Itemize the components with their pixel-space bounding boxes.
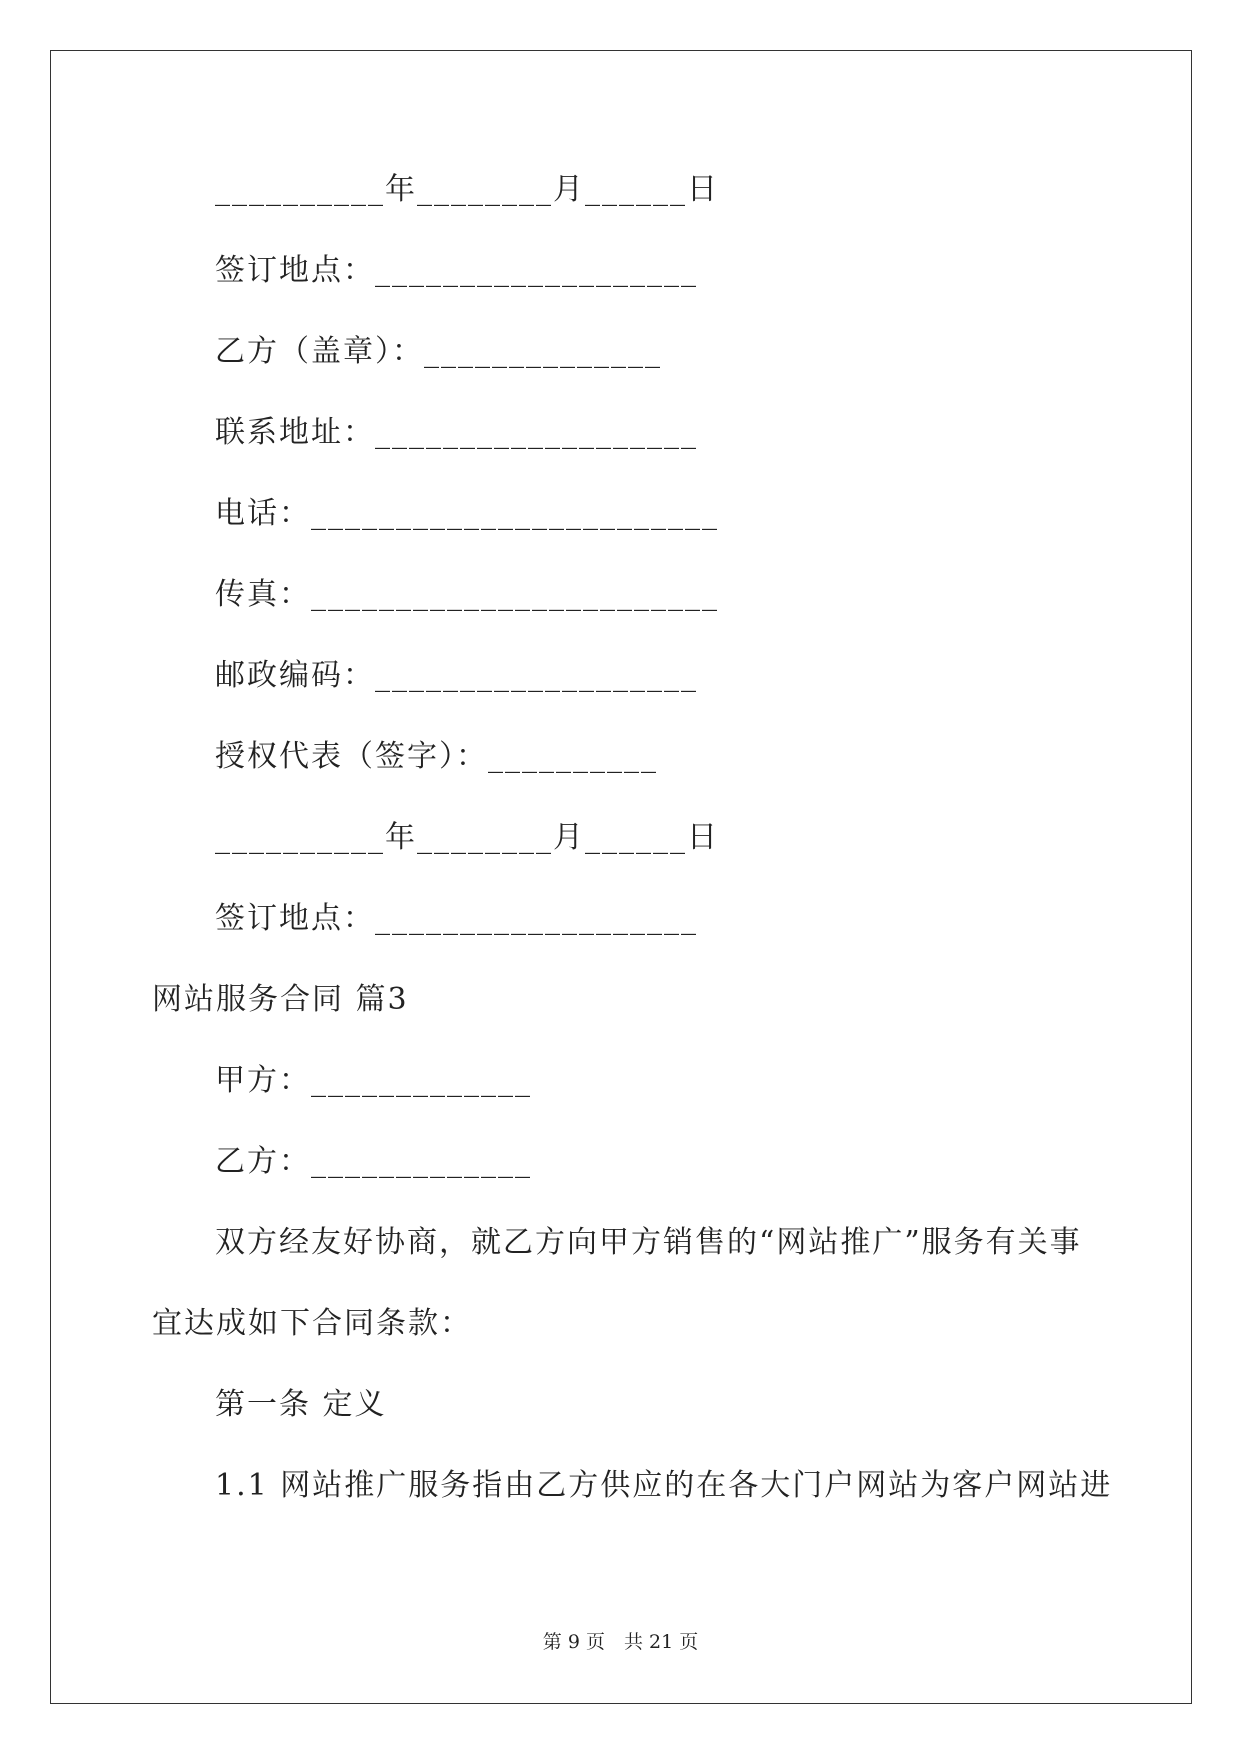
signing-place-line: 签订地点：___________________: [215, 901, 698, 936]
postal-code-line: 邮政编码：___________________: [215, 658, 698, 693]
party-a-line: 甲方：_____________: [215, 1063, 532, 1098]
telephone-line: 电话：________________________: [215, 496, 719, 531]
clause-line: 1.1 网站推广服务指由乙方供应的在各大门户网站为客户网站进: [215, 1468, 1113, 1503]
signing-place-line: 签订地点：___________________: [215, 253, 698, 288]
section-heading: 网站服务合同 篇3: [152, 982, 409, 1017]
authorized-rep-line: 授权代表（签字）：__________: [215, 739, 658, 774]
fax-line: 传真：________________________: [215, 577, 719, 612]
date-line: __________年________月______日: [215, 172, 719, 207]
paragraph-line: 宜达成如下合同条款：: [152, 1306, 472, 1341]
contact-address-line: 联系地址：___________________: [215, 415, 698, 450]
page-border: [50, 50, 1192, 1704]
party-b-line: 乙方：_____________: [215, 1144, 532, 1179]
article-heading: 第一条 定义: [215, 1387, 387, 1422]
party-b-seal-line: 乙方（盖章）：______________: [215, 334, 662, 369]
date-line: __________年________月______日: [215, 820, 719, 855]
page-footer: 第 9 页 共 21 页: [542, 1631, 699, 1653]
paragraph-line: 双方经友好协商，就乙方向甲方销售的“网站推广”服务有关事: [215, 1225, 1082, 1260]
